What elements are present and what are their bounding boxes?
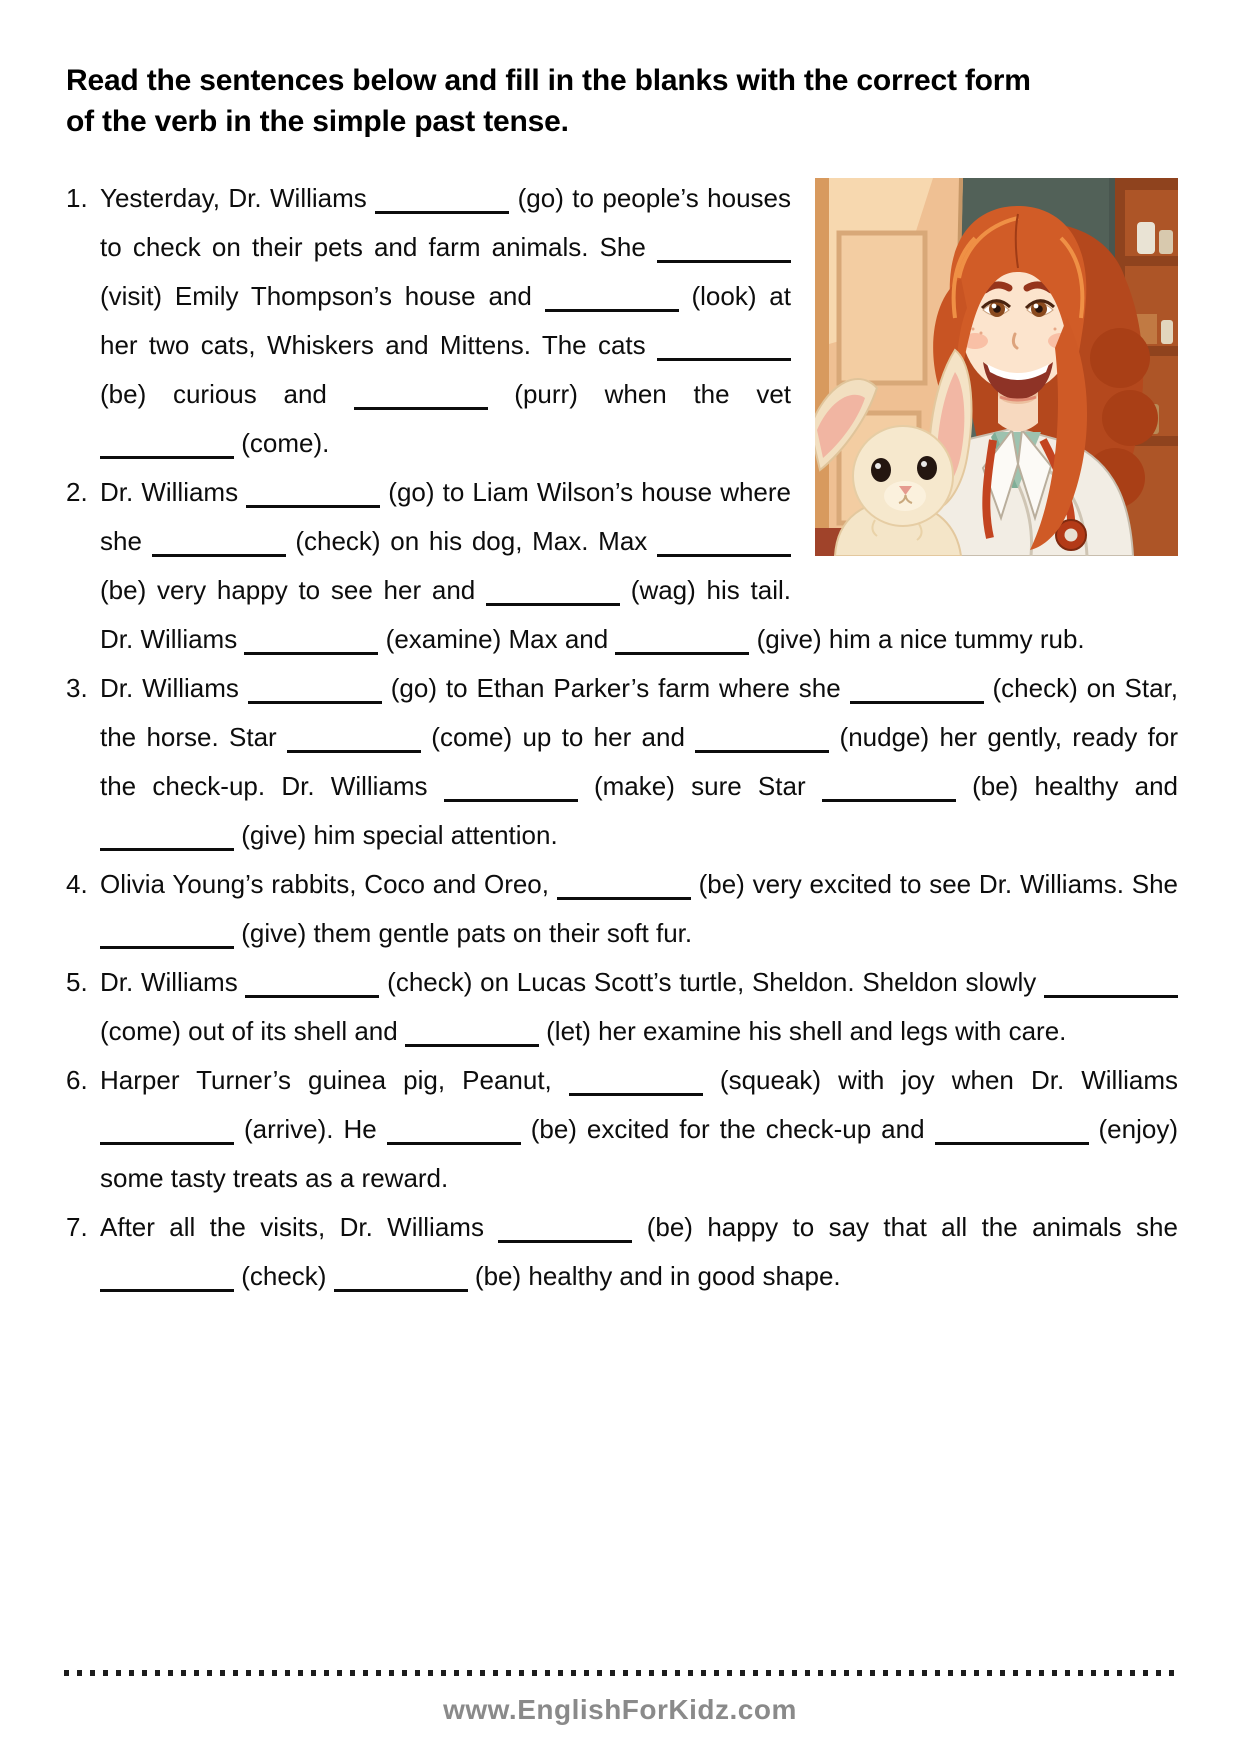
sentence-text: (purr) when the vet bbox=[487, 379, 791, 409]
worksheet-content bbox=[66, 60, 1178, 1301]
sentence-text: (squeak) with joy when Dr. Williams bbox=[702, 1065, 1178, 1095]
fill-in-blank[interactable] bbox=[100, 916, 234, 949]
fill-in-blank[interactable] bbox=[152, 524, 286, 557]
fill-in-blank[interactable] bbox=[615, 622, 749, 655]
sentence-text: (be) excited for the check-up and bbox=[520, 1114, 935, 1144]
fill-in-blank[interactable] bbox=[334, 1259, 468, 1292]
fill-in-blank[interactable] bbox=[354, 377, 488, 410]
sentence-text: (check) on his dog, Max. Max bbox=[285, 526, 657, 556]
sentence-text: Harper Turner’s guinea pig, Peanut, bbox=[100, 1065, 569, 1095]
sentence-text: (examine) Max and bbox=[378, 624, 616, 654]
fill-in-blank[interactable] bbox=[657, 328, 791, 361]
sentence-text: (come) out of its shell and bbox=[100, 1016, 405, 1046]
fill-in-blank[interactable] bbox=[244, 622, 378, 655]
footer-dotted-divider bbox=[64, 1670, 1178, 1676]
fill-in-blank[interactable] bbox=[545, 279, 679, 312]
sentence-text: (give) him a nice tummy rub. bbox=[749, 624, 1085, 654]
fill-in-blank[interactable] bbox=[850, 671, 984, 704]
exercise-item-5 bbox=[66, 958, 1178, 1056]
sentence-text: (enjoy) some tasty treats as a reward. bbox=[100, 1114, 1178, 1193]
fill-in-blank[interactable] bbox=[100, 1112, 234, 1145]
fill-in-blank[interactable] bbox=[245, 965, 379, 998]
fill-in-blank[interactable] bbox=[375, 181, 509, 214]
fill-in-blank[interactable] bbox=[287, 720, 421, 753]
sentence-text: (check) on Star, the horse. Star bbox=[100, 673, 1178, 752]
fill-in-blank[interactable] bbox=[405, 1014, 539, 1047]
item-number: 4. bbox=[66, 869, 88, 899]
footer-website-link[interactable]: www.EnglishForKidz.com bbox=[443, 1694, 797, 1725]
exercise-item-6 bbox=[66, 1056, 1178, 1203]
sentence-text: Dr. Williams bbox=[100, 673, 248, 703]
instructions-line-1: Read the sentences below and fill in the blanks with the correct form bbox=[66, 64, 1031, 97]
exercise-item-3 bbox=[66, 664, 1178, 860]
item-number: 1. bbox=[66, 183, 88, 213]
fill-in-blank[interactable] bbox=[557, 867, 691, 900]
sentence-text: (nudge) her gently, ready for the check-up. Dr. Williams bbox=[100, 722, 1178, 801]
sentence-text: (be) happy to say that all the animals she bbox=[632, 1212, 1178, 1242]
sentence-text: (look) at her two cats, Whiskers and Mittens. The cats bbox=[100, 281, 791, 360]
sentence-text: (be) curious and bbox=[100, 379, 354, 409]
sentence-text: Dr. Williams bbox=[100, 967, 246, 997]
sentence-text: (make) sure Star bbox=[577, 771, 822, 801]
fill-in-blank[interactable] bbox=[100, 818, 234, 851]
sentence-text: (give) them gentle pats on their soft fur. bbox=[234, 918, 693, 948]
fill-in-blank[interactable] bbox=[1044, 965, 1178, 998]
item-number: 5. bbox=[66, 967, 88, 997]
sentence-text: (go) to people’s houses to check on their pets and farm animals. She bbox=[100, 183, 791, 262]
item-number: 2. bbox=[66, 477, 88, 507]
fill-in-blank[interactable] bbox=[498, 1210, 632, 1243]
item-number: 6. bbox=[66, 1065, 88, 1095]
item-number: 3. bbox=[66, 673, 88, 703]
sentence-text: Yesterday, Dr. Williams bbox=[100, 183, 376, 213]
exercise-item-7 bbox=[66, 1203, 1178, 1301]
fill-in-blank[interactable] bbox=[569, 1063, 703, 1096]
sentence-text: (arrive). He bbox=[234, 1114, 387, 1144]
sentence-text: (go) to Liam Wilson’s house where she bbox=[100, 477, 792, 556]
item-number: 7. bbox=[66, 1212, 88, 1242]
sentence-text: (let) her examine his shell and legs with care. bbox=[538, 1016, 1067, 1046]
fill-in-blank[interactable] bbox=[657, 230, 791, 263]
fill-in-blank[interactable] bbox=[657, 524, 791, 557]
sentence-text: (be) very happy to see her and bbox=[100, 575, 487, 605]
fill-in-blank[interactable] bbox=[935, 1112, 1089, 1145]
sentence-text: (come) up to her and bbox=[420, 722, 696, 752]
fill-in-blank[interactable] bbox=[100, 1259, 234, 1292]
vet-rabbit-illustration bbox=[815, 178, 1178, 556]
exercise-list bbox=[66, 174, 1178, 1301]
fill-in-blank[interactable] bbox=[444, 769, 578, 802]
fill-in-blank[interactable] bbox=[486, 573, 620, 606]
instructions-line-2: of the verb in the simple past tense. bbox=[66, 105, 569, 138]
sentence-text: (be) very excited to see Dr. Williams. She bbox=[690, 869, 1178, 899]
sentence-text: (give) him special attention. bbox=[234, 820, 558, 850]
exercise-item-4 bbox=[66, 860, 1178, 958]
sentence-text: After all the visits, Dr. Williams bbox=[100, 1212, 499, 1242]
sentence-text: (come). bbox=[234, 428, 330, 458]
fill-in-blank[interactable] bbox=[387, 1112, 521, 1145]
sentence-text: (check) on Lucas Scott’s turtle, Sheldon. Sheldon slowly bbox=[379, 967, 1044, 997]
sentence-text: Dr. Williams bbox=[100, 477, 247, 507]
fill-in-blank[interactable] bbox=[695, 720, 829, 753]
sentence-text: (go) to Ethan Parker’s farm where she bbox=[381, 673, 850, 703]
sentence-text: Olivia Young’s rabbits, Coco and Oreo, bbox=[100, 869, 557, 899]
fill-in-blank[interactable] bbox=[100, 426, 234, 459]
sentence-text: (be) healthy and in good shape. bbox=[467, 1261, 841, 1291]
sentence-text: (check) bbox=[234, 1261, 334, 1291]
sentence-text: (wag) his tail. Dr. Williams bbox=[100, 575, 791, 654]
fill-in-blank[interactable] bbox=[246, 475, 380, 508]
sentence-text: (visit) Emily Thompson’s house and bbox=[100, 281, 545, 311]
sentence-text: (be) healthy and bbox=[955, 771, 1178, 801]
fill-in-blank[interactable] bbox=[822, 769, 956, 802]
fill-in-blank[interactable] bbox=[248, 671, 382, 704]
instructions-title bbox=[66, 60, 1178, 142]
